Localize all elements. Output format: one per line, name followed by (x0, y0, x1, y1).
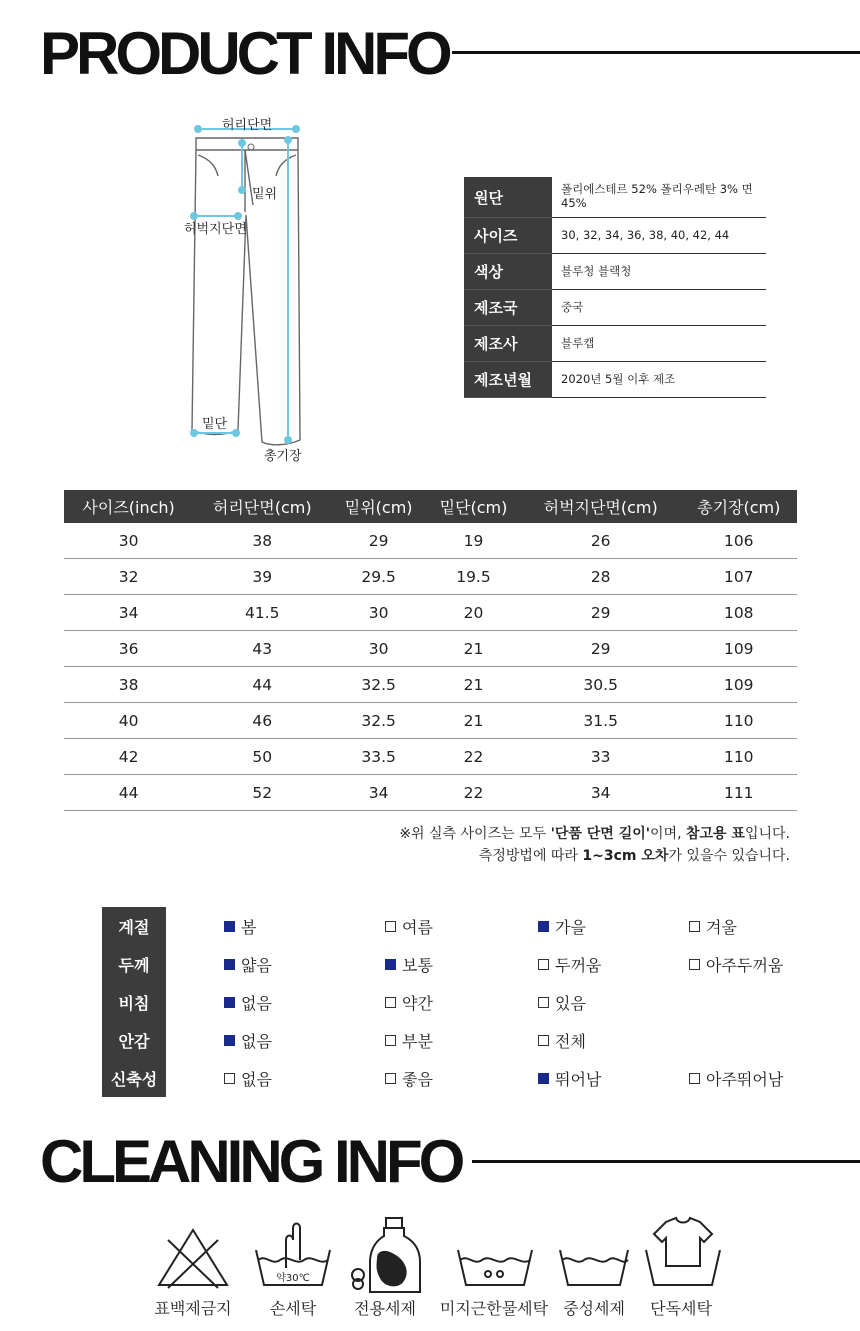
attribute-option (538, 1029, 586, 1052)
table-cell: 34 (331, 775, 426, 811)
unchecked-box-icon (689, 921, 700, 932)
table-cell: 106 (681, 523, 797, 559)
unchecked-box-icon (689, 959, 700, 970)
spec-value: 폴리에스테르 52% 폴리우레탄 3% 면 45% (552, 177, 766, 218)
table-cell: 32 (64, 559, 193, 595)
spec-value: 중국 (552, 290, 766, 326)
column-header: 허벅지단면(cm) (521, 490, 681, 523)
table-cell: 33 (521, 739, 681, 775)
table-cell: 107 (681, 559, 797, 595)
table-cell: 29 (331, 523, 426, 559)
spec-value: 블루청 블랙청 (552, 254, 766, 290)
measurement-note-2 (479, 845, 790, 865)
neutral-detergent-icon (560, 1250, 628, 1285)
thigh-label: 허벅지단면 (184, 222, 247, 237)
product-info-heading: PRODUCT INFO (40, 20, 449, 87)
care-label: 표백제금지 (154, 1299, 232, 1318)
table-row (64, 595, 797, 631)
attribute-option (224, 1029, 272, 1052)
table-cell: 50 (193, 739, 331, 775)
attribute-option (538, 1067, 601, 1090)
spec-label: 제조년월 (464, 362, 552, 398)
detergent-icon (352, 1218, 420, 1292)
table-cell: 21 (426, 631, 521, 667)
wash-temperature: 약30℃ (276, 1273, 310, 1284)
table-cell: 42 (64, 739, 193, 775)
option-label: 좋음 (402, 1070, 433, 1089)
spec-label: 제조사 (464, 326, 552, 362)
no-bleach-icon (159, 1230, 227, 1288)
option-label: 얇음 (241, 956, 272, 975)
table-row (64, 631, 797, 667)
table-cell: 29 (521, 631, 681, 667)
table-cell: 30 (331, 631, 426, 667)
checked-box-icon (385, 959, 396, 970)
column-header: 밑위(cm) (331, 490, 426, 523)
checked-box-icon (538, 921, 549, 932)
table-cell: 32.5 (331, 703, 426, 739)
table-row (64, 703, 797, 739)
unchecked-box-icon (385, 997, 396, 1008)
column-header: 밑단(cm) (426, 490, 521, 523)
care-label: 중성세제 (563, 1299, 625, 1318)
care-label: 미지근한물세탁 (439, 1299, 549, 1318)
note-text: ※위 실측 사이즈는 모두 (399, 826, 551, 842)
attribute-option (689, 915, 737, 938)
option-label: 보통 (402, 956, 433, 975)
hem-label: 밑단 (202, 417, 228, 432)
table-cell: 110 (681, 739, 797, 775)
table-row (64, 559, 797, 595)
checked-box-icon (224, 921, 235, 932)
care-icons (0, 1210, 860, 1310)
table-cell: 38 (193, 523, 331, 559)
table-cell: 21 (426, 667, 521, 703)
care-label: 손세탁 (269, 1299, 317, 1318)
table-cell: 41.5 (193, 595, 331, 631)
option-label: 전체 (555, 1032, 586, 1051)
table-row (64, 739, 797, 775)
unchecked-box-icon (538, 1035, 549, 1046)
table-cell: 36 (64, 631, 193, 667)
note-emphasis: 1~3cm 오차 (582, 848, 669, 864)
note-emphasis: '단품 단면 길이' (550, 826, 651, 842)
attribute-label: 계절 (102, 907, 166, 945)
attribute-label: 안감 (102, 1021, 166, 1059)
attribute-option (224, 915, 256, 938)
unchecked-box-icon (538, 997, 549, 1008)
option-label: 여름 (402, 918, 433, 937)
length-label: 총기장 (264, 449, 302, 464)
table-cell: 44 (64, 775, 193, 811)
spec-label: 원단 (464, 177, 552, 218)
cleaning-info-heading: CLEANING INFO (40, 1128, 462, 1195)
attribute-option (689, 1067, 783, 1090)
table-cell: 30 (64, 523, 193, 559)
wash-separately-icon (646, 1218, 720, 1285)
care-label: 단독세탁 (650, 1299, 712, 1318)
note-text: 입니다. (744, 826, 790, 842)
attribute-option (385, 1029, 433, 1052)
table-cell: 19.5 (426, 559, 521, 595)
heading-divider (472, 1160, 860, 1163)
spec-row (464, 218, 766, 254)
option-label: 부분 (402, 1032, 433, 1051)
table-cell: 34 (64, 595, 193, 631)
table-cell: 43 (193, 631, 331, 667)
rise-label: 밑위 (252, 187, 278, 202)
table-cell: 20 (426, 595, 521, 631)
checked-box-icon (224, 1035, 235, 1046)
table-cell: 108 (681, 595, 797, 631)
spec-value: 블루캡 (552, 326, 766, 362)
table-cell: 39 (193, 559, 331, 595)
attribute-option (689, 953, 783, 976)
table-cell: 52 (193, 775, 331, 811)
table-row (64, 523, 797, 559)
note-text: 측정방법에 따라 (478, 848, 583, 864)
table-cell: 30 (331, 595, 426, 631)
waist-label: 허리단면 (222, 118, 273, 133)
option-label: 가을 (555, 918, 586, 937)
unchecked-box-icon (538, 959, 549, 970)
checked-box-icon (538, 1073, 549, 1084)
table-row (64, 775, 797, 811)
option-label: 없음 (241, 1032, 272, 1051)
option-label: 약간 (402, 994, 433, 1013)
option-label: 있음 (555, 994, 586, 1013)
size-table (64, 490, 797, 811)
attribute-option (538, 953, 601, 976)
measurement-note-1 (399, 823, 790, 843)
table-cell: 22 (426, 775, 521, 811)
table-cell: 109 (681, 631, 797, 667)
checked-box-icon (224, 997, 235, 1008)
unchecked-box-icon (385, 1035, 396, 1046)
spec-row (464, 362, 766, 398)
table-cell: 34 (521, 775, 681, 811)
table-cell: 111 (681, 775, 797, 811)
attribute-label: 신축성 (102, 1059, 166, 1097)
table-cell: 29.5 (331, 559, 426, 595)
care-label: 전용세제 (354, 1299, 416, 1318)
option-label: 봄 (241, 918, 257, 937)
spec-row (464, 326, 766, 362)
checked-box-icon (224, 959, 235, 970)
spec-table (464, 177, 766, 398)
attribute-option (224, 953, 272, 976)
spec-row (464, 254, 766, 290)
attribute-option (538, 991, 586, 1014)
spec-value: 30, 32, 34, 36, 38, 40, 42, 44 (552, 218, 766, 254)
table-cell: 33.5 (331, 739, 426, 775)
spec-label: 사이즈 (464, 218, 552, 254)
table-cell: 109 (681, 667, 797, 703)
spec-label: 색상 (464, 254, 552, 290)
table-cell: 29 (521, 595, 681, 631)
unchecked-box-icon (385, 1073, 396, 1084)
table-cell: 44 (193, 667, 331, 703)
spec-row (464, 177, 766, 218)
attribute-option (224, 1067, 272, 1090)
attribute-option (224, 991, 272, 1014)
table-cell: 38 (64, 667, 193, 703)
spec-value: 2020년 5월 이후 제조 (552, 362, 766, 398)
attribute-option (538, 915, 586, 938)
table-cell: 110 (681, 703, 797, 739)
note-text: 이며, (650, 826, 686, 842)
attribute-label: 두께 (102, 945, 166, 983)
column-header: 허리단면(cm) (193, 490, 331, 523)
table-cell: 40 (64, 703, 193, 739)
attribute-option (385, 1067, 433, 1090)
column-header: 사이즈(inch) (64, 490, 193, 523)
note-text: 가 있을수 있습니다. (668, 848, 790, 864)
attribute-option (385, 991, 433, 1014)
table-cell: 28 (521, 559, 681, 595)
table-row (64, 667, 797, 703)
unchecked-box-icon (224, 1073, 235, 1084)
table-cell: 30.5 (521, 667, 681, 703)
note-emphasis: 참고용 표 (685, 826, 745, 842)
spec-row (464, 290, 766, 326)
option-label: 아주두꺼움 (706, 956, 784, 975)
table-cell: 26 (521, 523, 681, 559)
table-cell: 31.5 (521, 703, 681, 739)
lukewarm-wash-icon (458, 1250, 532, 1285)
attribute-option (385, 953, 433, 976)
attribute-option (385, 915, 433, 938)
table-cell: 19 (426, 523, 521, 559)
table-cell: 22 (426, 739, 521, 775)
attribute-label: 비침 (102, 983, 166, 1021)
table-cell: 21 (426, 703, 521, 739)
option-label: 아주뛰어남 (706, 1070, 784, 1089)
size-header-row (64, 490, 797, 523)
option-label: 두꺼움 (555, 956, 602, 975)
spec-label: 제조국 (464, 290, 552, 326)
option-label: 겨울 (706, 918, 737, 937)
unchecked-box-icon (689, 1073, 700, 1084)
option-label: 뛰어남 (555, 1070, 602, 1089)
table-cell: 46 (193, 703, 331, 739)
unchecked-box-icon (385, 921, 396, 932)
column-header: 총기장(cm) (681, 490, 797, 523)
option-label: 없음 (241, 1070, 272, 1089)
table-cell: 32.5 (331, 667, 426, 703)
option-label: 없음 (241, 994, 272, 1013)
